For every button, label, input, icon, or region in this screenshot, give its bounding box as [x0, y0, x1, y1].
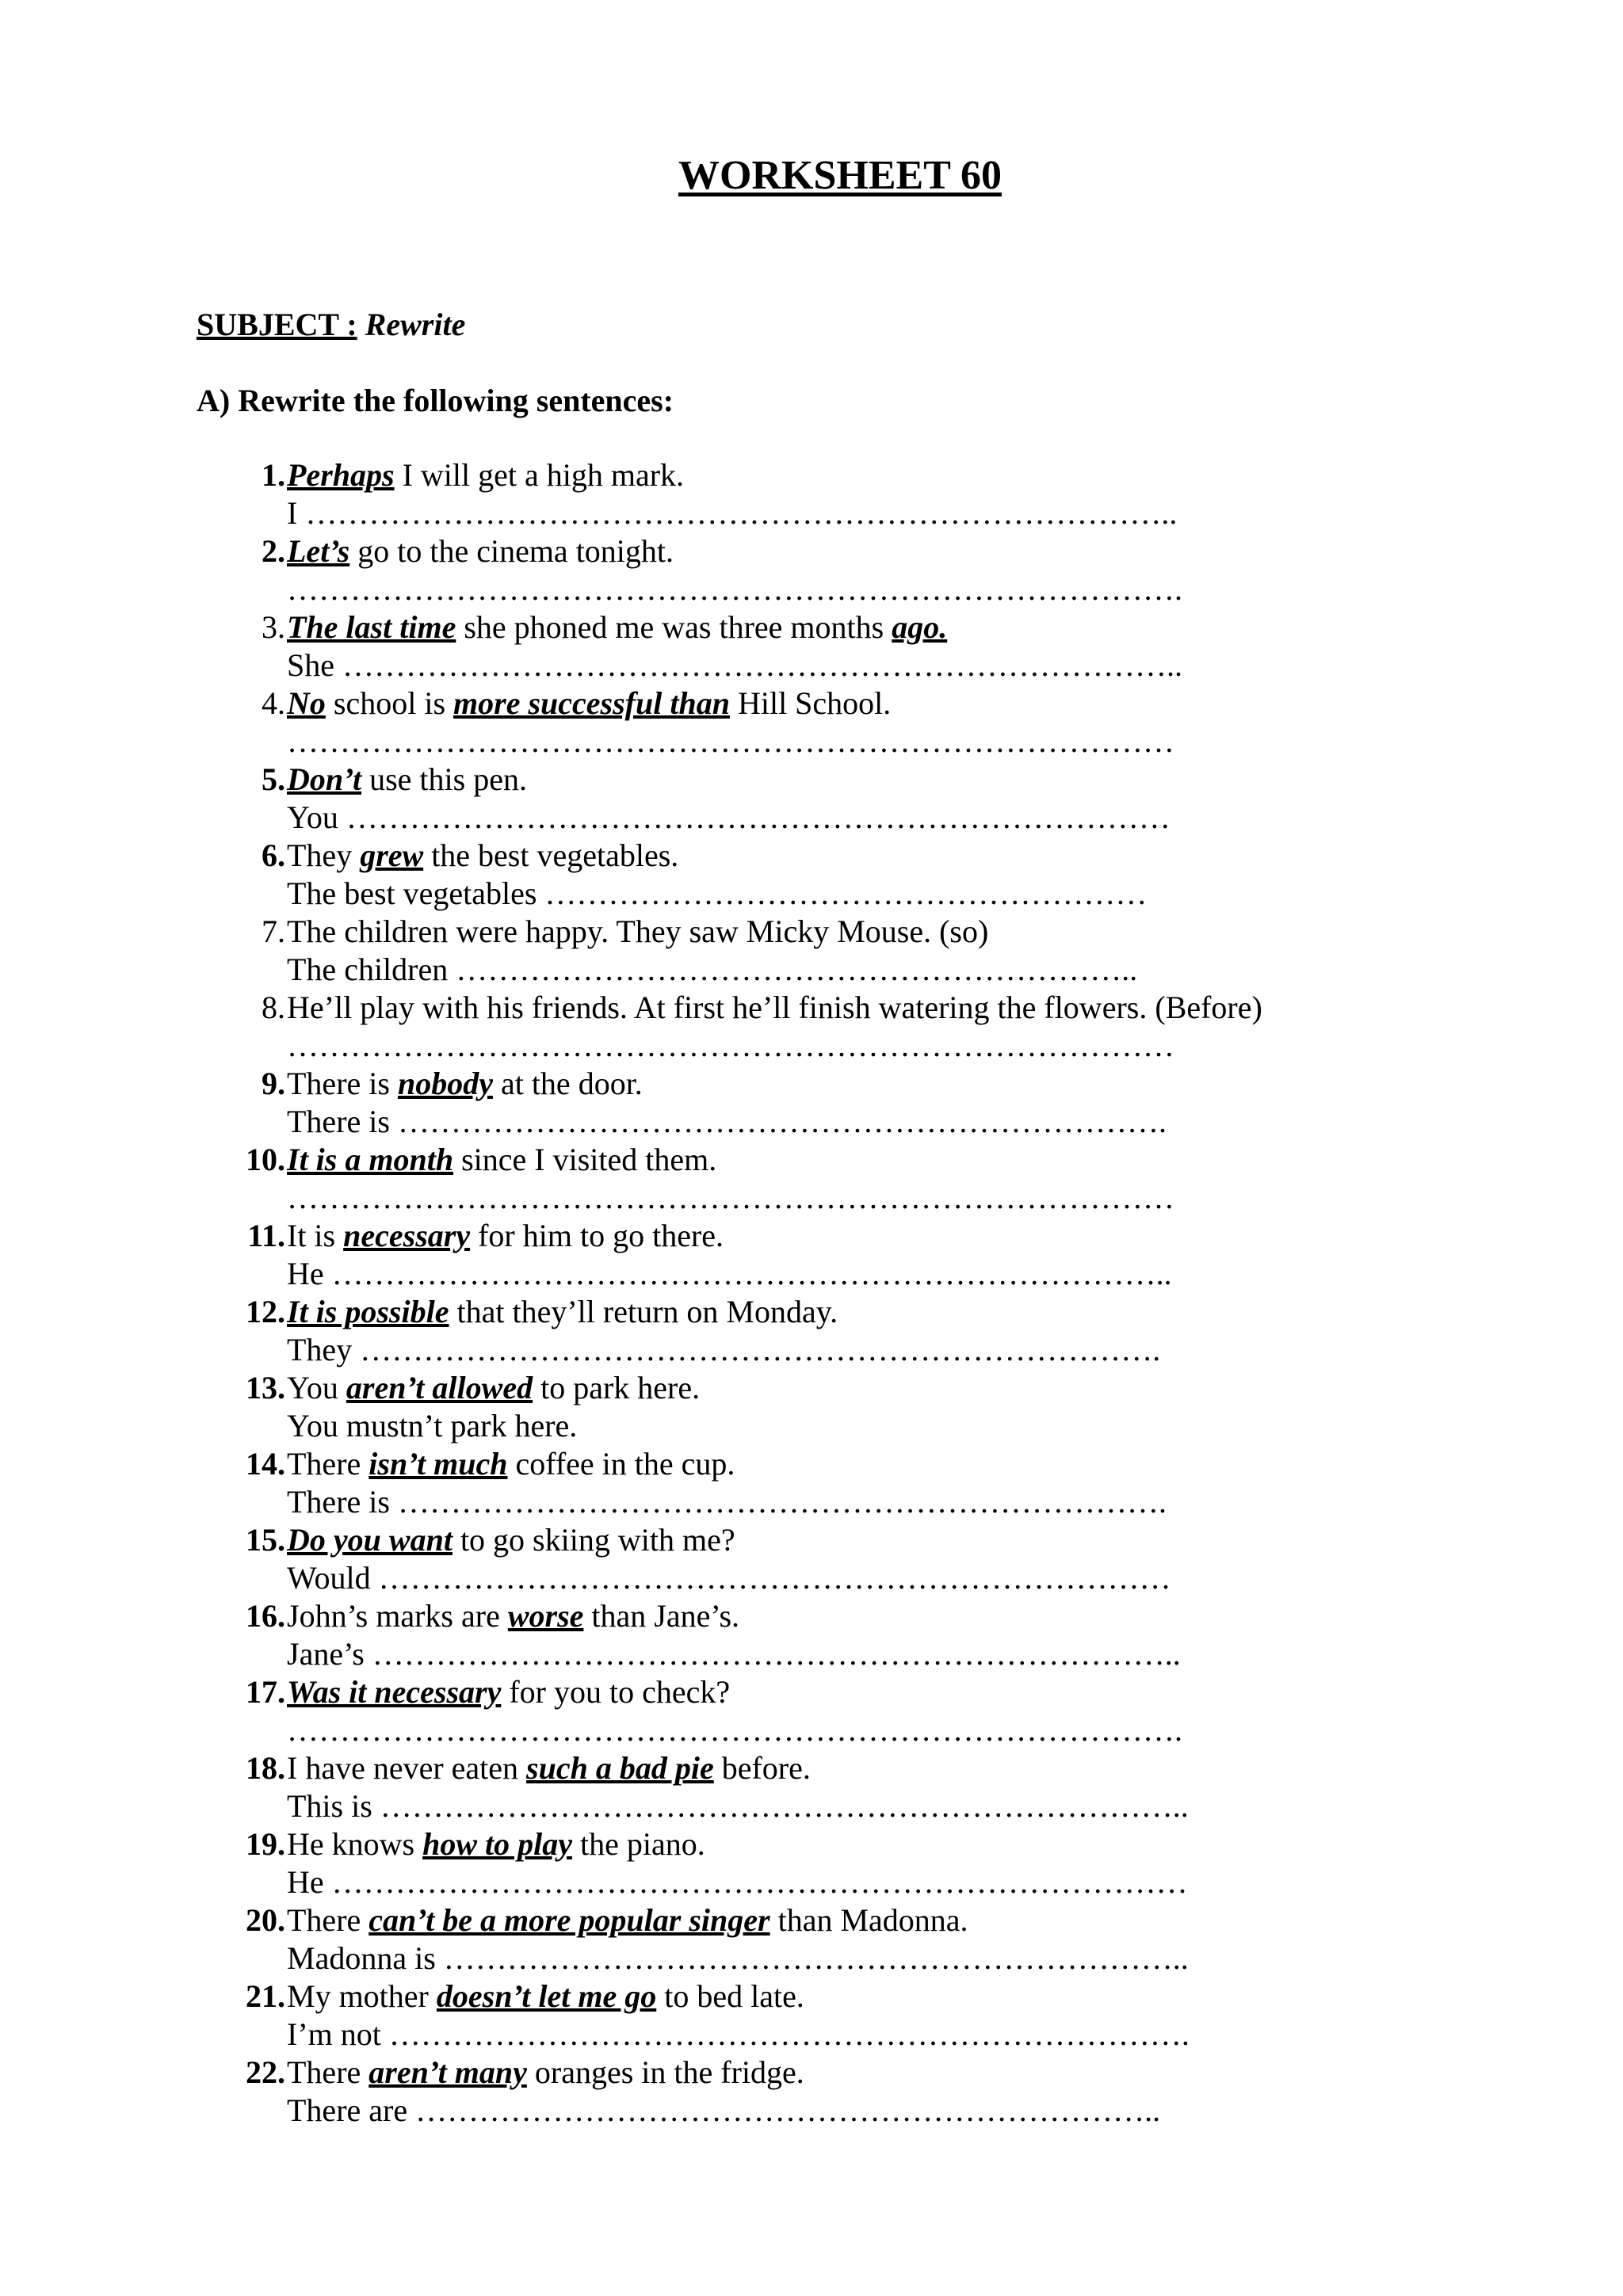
exercise-item [0, 1825, 1623, 1901]
sentence-text: The children were happy. They saw Micky Mouse. (so) [287, 913, 989, 949]
answer-line[interactable]: I’m not …………………………………………………………………. [287, 2016, 1190, 2052]
exercise-number: 1. [262, 457, 285, 493]
exercise-number: 22. [246, 2054, 285, 2090]
exercise-item [0, 685, 1623, 761]
exercise-number: 11. [247, 1218, 285, 1253]
sentence-text: I have never eaten [287, 1750, 527, 1786]
exercise-sentence [287, 1141, 716, 1179]
sentence-text: to park here. [533, 1370, 701, 1405]
sentence-text: at the door. [492, 1066, 643, 1101]
answer-line[interactable]: ………………………………………………………………………… [287, 1180, 1174, 1215]
exercise-number: 18. [246, 1750, 285, 1786]
sentence-text: There [287, 1446, 369, 1482]
exercise-sentence [287, 1445, 735, 1483]
sentence-text: since I visited them. [453, 1142, 717, 1177]
exercise-number: 5. [262, 761, 285, 797]
exercise-item [0, 456, 1623, 532]
sentence-text: she phoned me was three months [456, 609, 892, 645]
sentence-text: There [287, 2054, 369, 2090]
exercise-number: 20. [246, 1902, 285, 1938]
sentence-text: for him to go there. [470, 1218, 724, 1253]
exercise-number: 6. [262, 837, 285, 873]
exercise-item [0, 1597, 1623, 1673]
keyword: worse [507, 1598, 584, 1634]
sentence-text: It is [287, 1218, 344, 1253]
answer-line[interactable]: Would ………………………………………………………………… [287, 1560, 1171, 1596]
sentence-text: for you to check? [501, 1674, 731, 1710]
sentence-text: the best vegetables. [423, 837, 679, 873]
answer-line[interactable]: This is ………………………………………………………………….. [287, 1788, 1189, 1824]
exercise-number: 3. [262, 609, 285, 645]
keyword: Don’t [287, 761, 362, 797]
exercise-sentence [287, 1065, 643, 1103]
sentence-text: coffee in the cup. [507, 1446, 735, 1482]
exercise-item [0, 1369, 1623, 1445]
keyword: necessary [343, 1218, 471, 1253]
exercise-sentence [287, 1901, 968, 1939]
exercise-item [0, 608, 1623, 685]
keyword: aren’t many [369, 2054, 527, 2090]
sentence-text: They [287, 837, 361, 873]
sentence-text: than Jane’s. [583, 1598, 740, 1634]
sentence-text: before. [713, 1750, 811, 1786]
exercise-number: 12. [246, 1294, 285, 1329]
sentence-text: than Madonna. [769, 1902, 968, 1938]
exercise-number: 10. [246, 1142, 285, 1177]
answer-line[interactable]: There is ………………………………………………………………. [287, 1104, 1167, 1139]
exercise-item [0, 1293, 1623, 1369]
exercise-number: 17. [246, 1674, 285, 1710]
answer-line[interactable]: Madonna is …………………………………………………………….. [287, 1940, 1189, 1976]
exercise-sentence [287, 837, 678, 875]
keyword: Let’s [287, 533, 350, 569]
answer-line[interactable]: They …………………………………………………………………. [287, 1332, 1161, 1367]
sentence-text: that they’ll return on Monday. [449, 1294, 838, 1329]
exercise-sentence [287, 989, 1262, 1027]
exercise-number: 19. [246, 1826, 285, 1862]
keyword: It is a month [287, 1142, 454, 1177]
exercise-number: 7. [262, 913, 285, 949]
exercise-list [0, 456, 1623, 2130]
sentence-text: school is [325, 685, 454, 721]
exercise-number: 16. [246, 1598, 285, 1634]
sentence-text: to go skiing with me? [452, 1522, 735, 1558]
exercise-sentence [287, 1597, 739, 1635]
exercise-number: 2. [262, 533, 285, 569]
exercise-number: 15. [246, 1522, 285, 1558]
exercise-item [0, 761, 1623, 837]
keyword: ago. [892, 609, 948, 645]
exercise-item [0, 1217, 1623, 1293]
sentence-text: the piano. [572, 1826, 705, 1862]
keyword: Do you want [287, 1522, 453, 1558]
subject-value: Rewrite [365, 307, 466, 342]
keyword: more successful than [453, 685, 730, 721]
exercise-sentence [287, 685, 891, 723]
answer-line[interactable]: …………………………………………………………………………. [287, 1712, 1182, 1748]
subject-label: SUBJECT : [197, 307, 357, 342]
sentence-text: John’s marks are [287, 1598, 508, 1634]
keyword: It is possible [287, 1294, 449, 1329]
exercise-sentence [287, 1369, 700, 1407]
exercise-number: 14. [246, 1446, 285, 1482]
answer-line[interactable]: There are …………………………………………………………….. [287, 2092, 1161, 2128]
answer-line[interactable]: ………………………………………………………………………… [287, 1028, 1174, 1063]
sentence-text: There [287, 1902, 369, 1938]
sentence-text: You [287, 1370, 346, 1405]
worksheet-title: WORKSHEET 60 [678, 153, 1002, 198]
exercise-item [0, 1065, 1623, 1141]
exercise-sentence [287, 913, 988, 951]
keyword: doesn’t let me go [436, 1978, 657, 2014]
exercise-item [0, 1901, 1623, 1978]
exercise-sentence [287, 532, 674, 570]
section-heading: A) Rewrite the following sentences: [197, 383, 674, 418]
sentence-text: My mother [287, 1978, 437, 2014]
keyword: grew [360, 837, 424, 873]
exercise-number: 21. [246, 1978, 285, 2014]
exercise-number: 9. [262, 1066, 285, 1101]
answer-line[interactable]: There is ………………………………………………………………. [287, 1484, 1167, 1520]
subject-line [197, 306, 465, 343]
answer-line[interactable]: …………………………………………………………………………. [287, 571, 1182, 607]
sentence-text: He knows [287, 1826, 423, 1862]
keyword: nobody [397, 1066, 493, 1101]
exercise-sentence [287, 1217, 724, 1255]
answer-line[interactable]: She …………………………………………………………………….. [287, 647, 1182, 683]
exercise-item [0, 2054, 1623, 2130]
exercise-sentence [287, 761, 527, 799]
exercise-item [0, 1521, 1623, 1597]
exercise-sentence [287, 456, 684, 494]
exercise-item [0, 1673, 1623, 1749]
exercise-item [0, 1978, 1623, 2054]
sentence-text: I will get a high mark. [394, 457, 685, 493]
keyword: aren’t allowed [346, 1370, 533, 1405]
sentence-text: There is [287, 1066, 398, 1101]
keyword: Was it necessary [287, 1674, 502, 1710]
exercise-sentence [287, 2054, 804, 2092]
answer-line[interactable]: The best vegetables ………………………………………………… [287, 875, 1148, 911]
exercise-number: 13. [246, 1370, 285, 1405]
keyword: The last time [287, 609, 456, 645]
exercise-item [0, 1141, 1623, 1217]
answer-line[interactable]: You …………………………………………………………………… [287, 799, 1170, 835]
exercise-item [0, 913, 1623, 989]
exercise-number: 4. [262, 685, 285, 721]
exercise-sentence [287, 1978, 804, 2016]
sentence-text: use this pen. [361, 761, 527, 797]
exercise-item [0, 837, 1623, 913]
sentence-text: go to the cinema tonight. [349, 533, 674, 569]
answer-line[interactable]: He …………………………………………………………………….. [287, 1256, 1172, 1291]
exercise-sentence [287, 1749, 811, 1787]
answer-line[interactable]: The children ……………………………………………………….. [287, 952, 1138, 987]
keyword: No [287, 685, 326, 721]
answer-line[interactable]: You mustn’t park here. [287, 1408, 578, 1444]
sentence-text: He’ll play with his friends. At first he’ll finish watering the flowers. (Before) [287, 990, 1262, 1025]
exercise-sentence [287, 1825, 705, 1863]
exercise-sentence [287, 608, 947, 646]
keyword: how to play [422, 1826, 572, 1862]
answer-line[interactable]: ………………………………………………………………………… [287, 723, 1174, 759]
exercise-sentence [287, 1521, 735, 1559]
exercise-item [0, 989, 1623, 1065]
sentence-text: Hill School. [729, 685, 892, 721]
sentence-text: to bed late. [656, 1978, 804, 2014]
keyword: isn’t much [369, 1446, 508, 1482]
exercise-number: 8. [262, 990, 285, 1025]
keyword: such a bad pie [526, 1750, 714, 1786]
answer-line[interactable]: Jane’s ………………………………………………………………….. [287, 1636, 1181, 1672]
answer-line[interactable]: I ……………………………………………………………………….. [287, 495, 1178, 531]
exercise-item [0, 1445, 1623, 1521]
exercise-sentence [287, 1293, 838, 1331]
exercise-sentence [287, 1673, 730, 1711]
sentence-text: oranges in the fridge. [526, 2054, 804, 2090]
keyword: can’t be a more popular singer [369, 1902, 770, 1938]
keyword: Perhaps [287, 457, 395, 493]
answer-line[interactable]: He ……………………………………………………………………… [287, 1864, 1188, 1900]
exercise-item [0, 1749, 1623, 1825]
exercise-item [0, 532, 1623, 608]
